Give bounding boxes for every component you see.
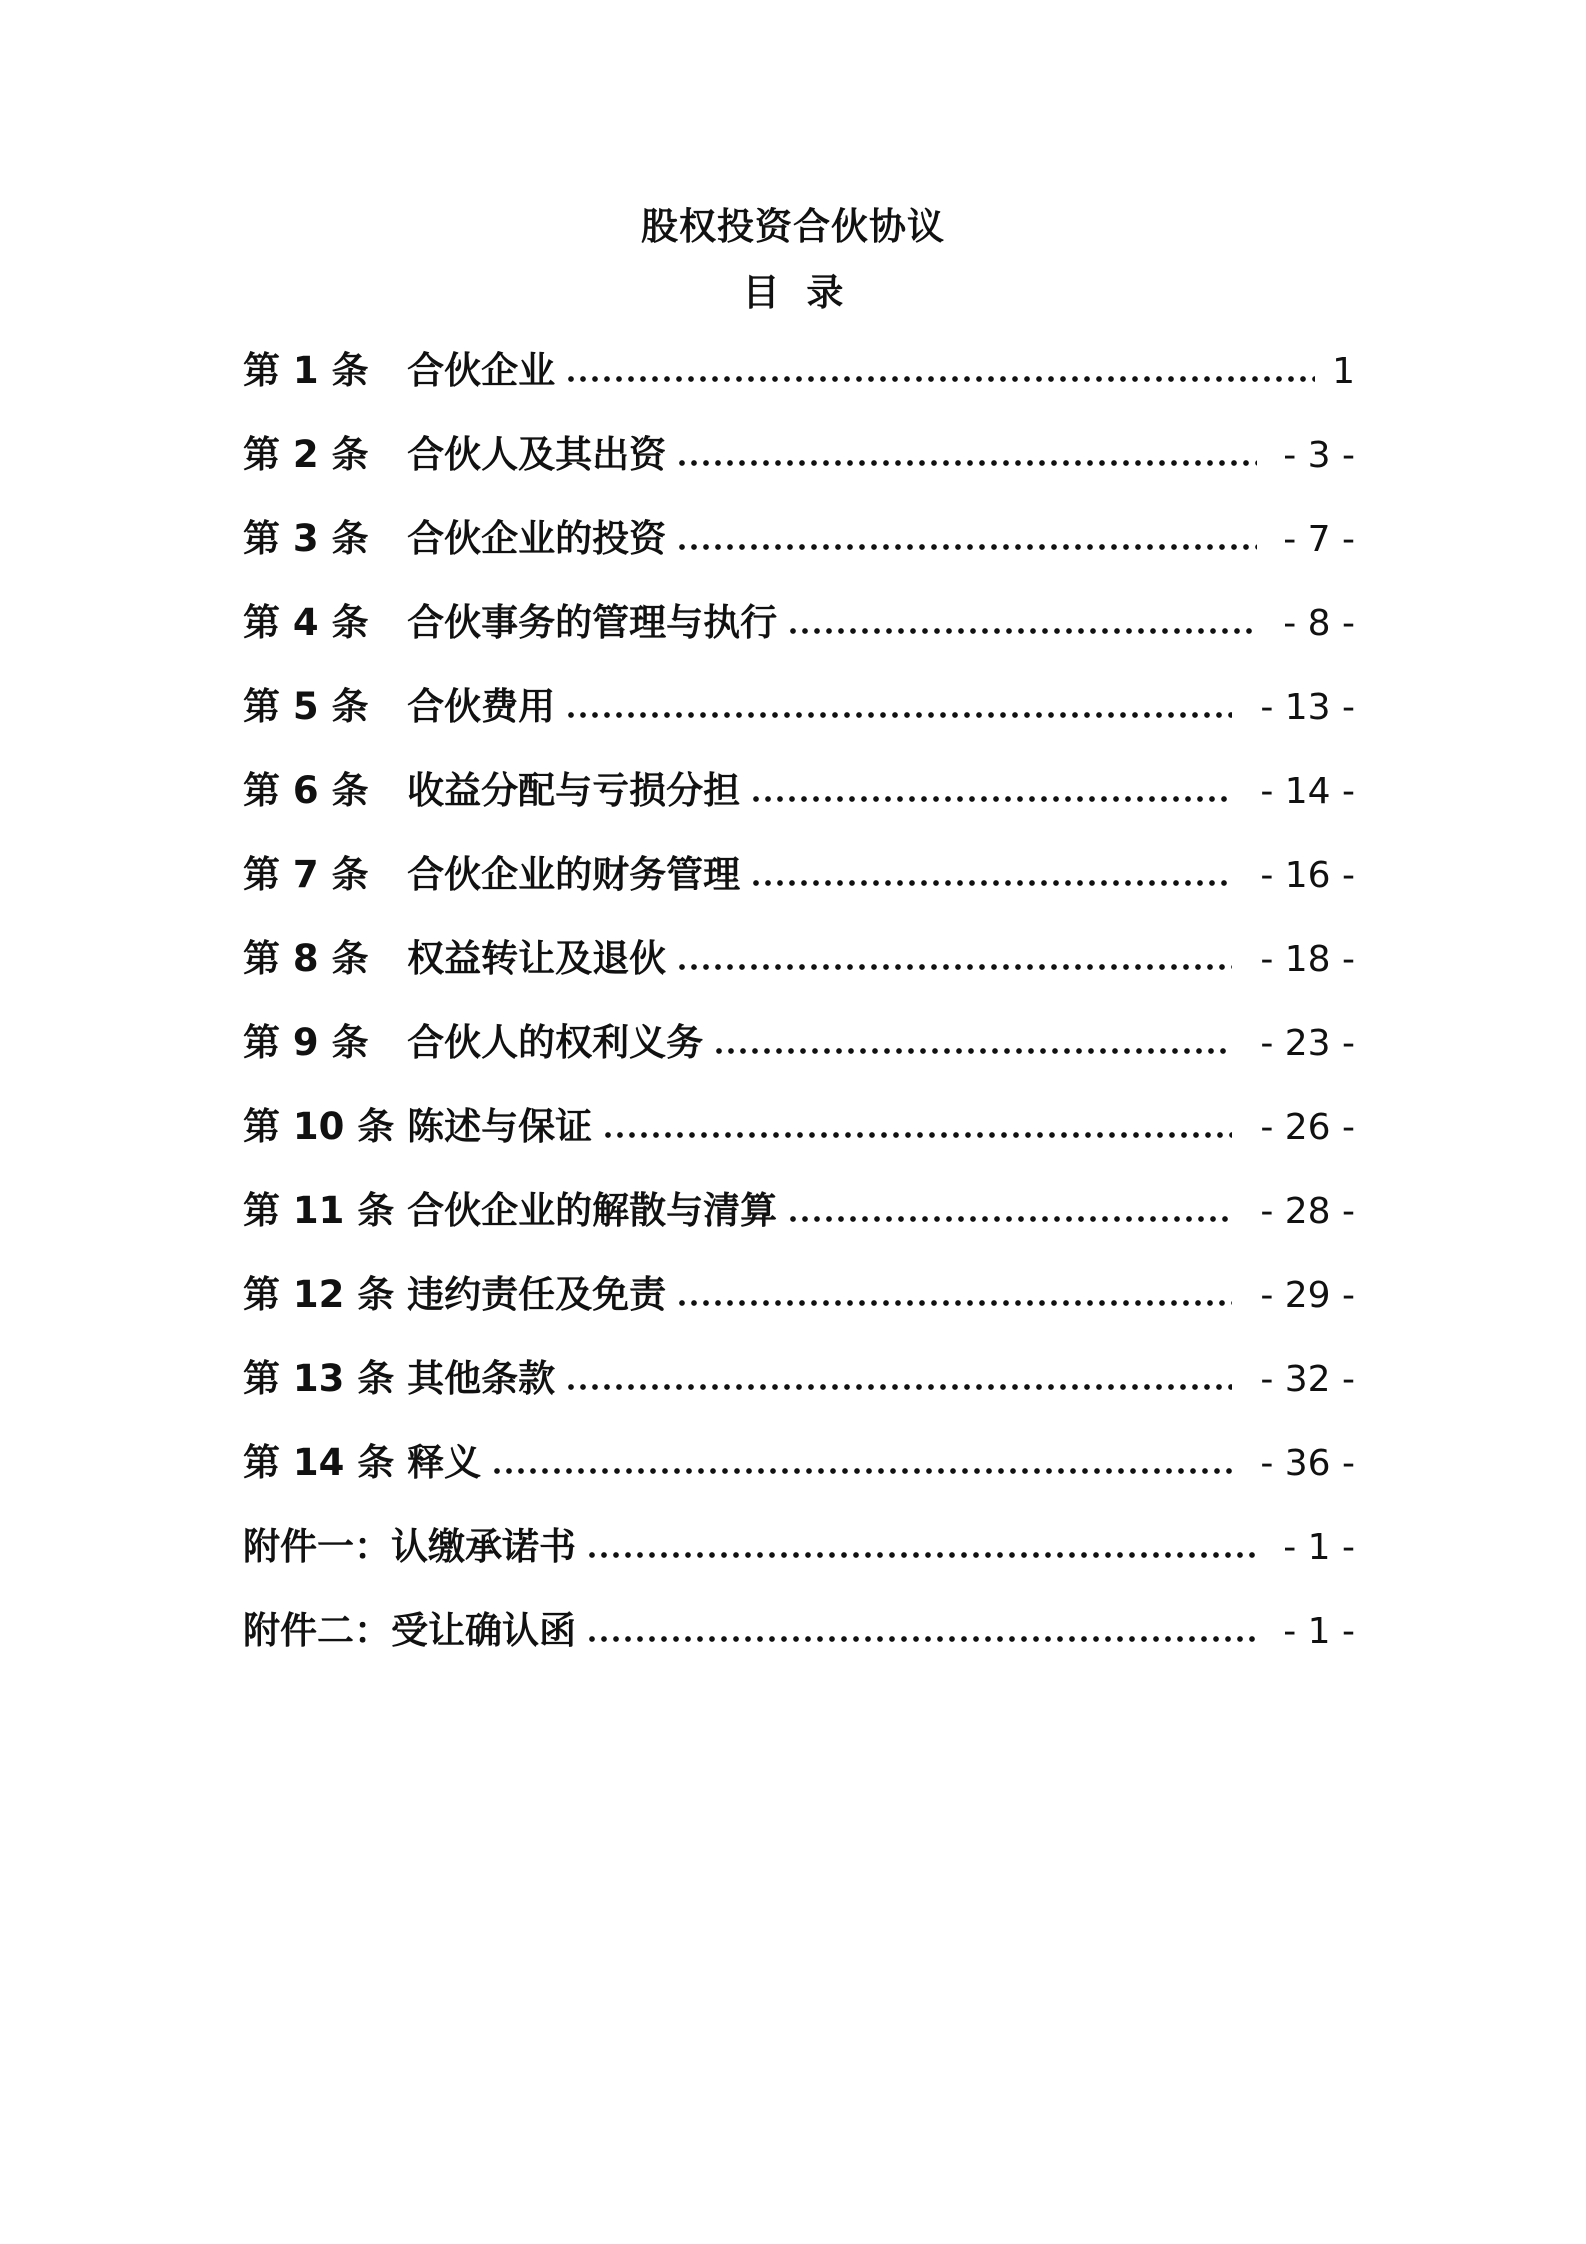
toc-entry-10[interactable] bbox=[243, 1096, 1355, 1180]
toc-entry-label: 第 9 条 合伙人的权利义务 bbox=[243, 1021, 704, 1064]
toc-entry-label: 第 7 条 合伙企业的财务管理 bbox=[243, 853, 741, 896]
toc-entry-5[interactable] bbox=[243, 676, 1355, 760]
toc-entry-page: - 16 - bbox=[1260, 855, 1355, 896]
dot-leader bbox=[676, 432, 1257, 469]
toc-entry-page: - 1 - bbox=[1283, 1611, 1355, 1652]
toc-entry-page: - 23 - bbox=[1260, 1023, 1355, 1064]
toc-entry-label: 第 8 条 权益转让及退伙 bbox=[243, 937, 667, 980]
toc-entry-page: - 28 - bbox=[1260, 1191, 1355, 1232]
toc-entry-page: - 32 - bbox=[1260, 1359, 1355, 1400]
toc-entry-page: 1 bbox=[1332, 351, 1355, 392]
toc-entry-label: 第 1 条 合伙企业 bbox=[243, 349, 556, 392]
dot-leader bbox=[565, 1356, 1232, 1393]
dot-leader bbox=[491, 1440, 1232, 1477]
toc-entry-page: - 29 - bbox=[1260, 1275, 1355, 1316]
toc-entry-page: - 8 - bbox=[1283, 603, 1355, 644]
toc-entry-14[interactable] bbox=[243, 1432, 1355, 1516]
dot-leader bbox=[565, 348, 1315, 385]
toc-entry-3[interactable] bbox=[243, 508, 1355, 592]
toc-entry-page: - 7 - bbox=[1283, 519, 1355, 560]
toc-entry-label: 第 2 条 合伙人及其出资 bbox=[243, 433, 667, 476]
toc-entry-appendix-1[interactable] bbox=[243, 1516, 1355, 1600]
toc-entry-page: - 1 - bbox=[1283, 1527, 1355, 1568]
toc-entry-label: 第 11 条 合伙企业的解散与清算 bbox=[243, 1189, 778, 1232]
toc-heading: 目 录 bbox=[742, 271, 844, 314]
dot-leader bbox=[676, 1272, 1232, 1309]
toc-entry-page: - 14 - bbox=[1260, 771, 1355, 812]
toc-entry-page: - 18 - bbox=[1260, 939, 1355, 980]
toc-entry-2[interactable] bbox=[243, 424, 1355, 508]
toc-entry-13[interactable] bbox=[243, 1348, 1355, 1432]
toc-entry-label: 第 4 条 合伙事务的管理与执行 bbox=[243, 601, 778, 644]
dot-leader bbox=[602, 1104, 1232, 1141]
toc-entry-label: 第 3 条 合伙企业的投资 bbox=[243, 517, 667, 560]
dot-leader bbox=[713, 1020, 1232, 1057]
toc-entry-label: 第 6 条 收益分配与亏损分担 bbox=[243, 769, 741, 812]
toc-entry-7[interactable] bbox=[243, 844, 1355, 928]
dot-leader bbox=[586, 1524, 1257, 1561]
toc-entry-label: 第 5 条 合伙费用 bbox=[243, 685, 556, 728]
toc-entry-1[interactable] bbox=[243, 340, 1355, 424]
document-title: 股权投资合伙协议 bbox=[641, 205, 945, 248]
dot-leader bbox=[565, 684, 1232, 721]
dot-leader bbox=[787, 1188, 1232, 1225]
toc-entry-4[interactable] bbox=[243, 592, 1355, 676]
dot-leader bbox=[750, 852, 1232, 889]
toc-entry-page: - 3 - bbox=[1283, 435, 1355, 476]
toc-entry-page: - 36 - bbox=[1260, 1443, 1355, 1484]
toc-entry-label: 附件二：受让确认函 bbox=[243, 1609, 576, 1652]
dot-leader bbox=[586, 1608, 1257, 1645]
toc-entry-8[interactable] bbox=[243, 928, 1355, 1012]
dot-leader bbox=[787, 600, 1257, 637]
toc-entry-label: 第 12 条 违约责任及免责 bbox=[243, 1273, 667, 1316]
dot-leader bbox=[676, 516, 1257, 553]
toc-entry-label: 第 13 条 其他条款 bbox=[243, 1357, 556, 1400]
toc-entry-11[interactable] bbox=[243, 1180, 1355, 1264]
toc-entry-page: - 13 - bbox=[1260, 687, 1355, 728]
toc-entry-12[interactable] bbox=[243, 1264, 1355, 1348]
toc-entry-appendix-2[interactable] bbox=[243, 1600, 1355, 1684]
toc-entry-label: 第 10 条 陈述与保证 bbox=[243, 1105, 593, 1148]
toc-entry-6[interactable] bbox=[243, 760, 1355, 844]
table-of-contents bbox=[243, 340, 1355, 1684]
dot-leader bbox=[750, 768, 1232, 805]
toc-entry-9[interactable] bbox=[243, 1012, 1355, 1096]
toc-entry-label: 附件一：认缴承诺书 bbox=[243, 1525, 576, 1568]
toc-entry-label: 第 14 条 释义 bbox=[243, 1441, 482, 1484]
toc-entry-page: - 26 - bbox=[1260, 1107, 1355, 1148]
dot-leader bbox=[676, 936, 1232, 973]
